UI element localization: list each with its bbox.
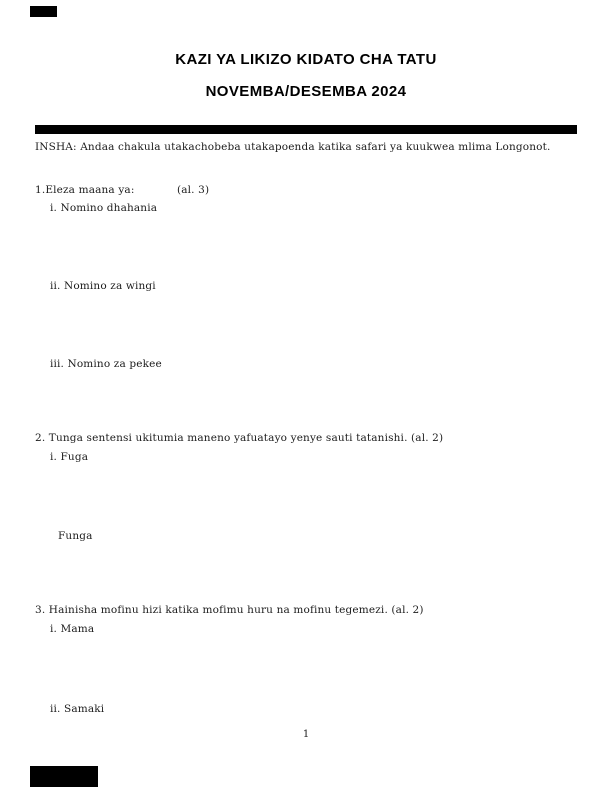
scan-artifact-bottom-left: [30, 766, 98, 787]
page-number: 1: [302, 729, 310, 740]
question-1-item-i: i. Nomino dhahania: [50, 202, 158, 214]
question-3-item-i: i. Mama: [50, 623, 95, 635]
question-3-item-ii: ii. Samaki: [50, 703, 105, 715]
scan-artifact-top-left: [30, 6, 57, 17]
question-2-item-i: i. Fuga: [50, 451, 89, 463]
question-3: 3. Hainisha mofinu hizi katika mofimu huru na mofinu tegemezi. (al. 2): [35, 604, 424, 616]
exam-session-title: NOVEMBA/DESEMBA 2024: [205, 83, 407, 100]
question-1-marks: (al. 3): [177, 184, 210, 196]
question-1-item-iii: iii. Nomino za pekee: [50, 358, 162, 370]
question-2: 2. Tunga sentensi ukitumia maneno yafuatayo yenye sauti tatanishi. (al. 2): [35, 432, 444, 444]
header-divider-rule: [35, 125, 577, 134]
essay-instruction: INSHA: Andaa chakula utakachobeba utakapoenda katika safari ya kuukwea mlima Longonot.: [35, 141, 551, 153]
question-2-item-second-word: Funga: [58, 530, 93, 542]
question-1-item-ii: ii. Nomino za wingi: [50, 280, 156, 292]
question-1-label: 1.Eleza maana ya:: [35, 184, 135, 196]
exam-title: KAZI YA LIKIZO KIDATO CHA TATU: [175, 51, 437, 68]
question-1: [35, 184, 210, 197]
